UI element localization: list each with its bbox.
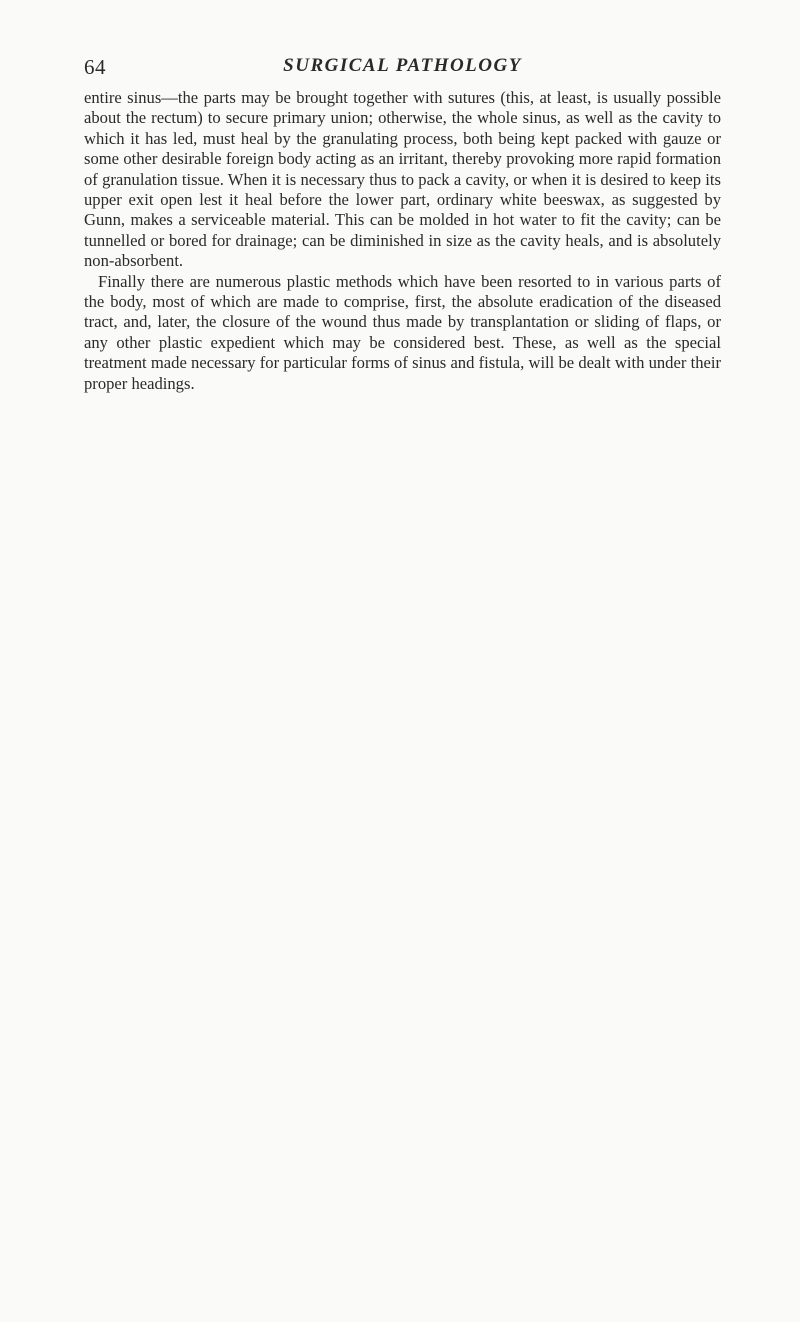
body-text xyxy=(84,88,721,394)
page-header xyxy=(84,55,721,81)
paragraph-finally: Finally there are numerous plastic methods which have been resorted to in various parts of the body, most of which are made to comprise, first, the absolute eradication of the diseased tract, and, later, the closure of the wound thus made by transplantation or sliding of flaps, or any other plastic expedient which may be considered best. These, as well as the special treatment made necessary for particular forms of sinus and fistula, will be dealt with under their proper headings. xyxy=(84,271,721,393)
running-title: SURGICAL PATHOLOGY xyxy=(283,55,522,76)
page-number: 64 xyxy=(84,55,106,79)
paragraph-continued: entire sinus—the parts may be brought together with sutures (this, at least, is usually possible about the rectum) to secure primary union; otherwise, the whole sinus, as well as the cavity to which it has led, must heal by the granulating process, both being kept packed with gauze or some other desirable foreign body acting as an irritant, thereby provoking more rapid formation of granulation tissue. When it is necessary thus to pack a cavity, or when it is desired to keep its upper exit open lest it heal before the lower part, ordinary white beeswax, as suggested by Gunn, makes a serviceable material. This can be molded in hot water to fit the cavity; can be tunnelled or bored for drainage; can be diminished in size as the cavity heals, and is absolutely non-absorbent. xyxy=(84,88,721,271)
